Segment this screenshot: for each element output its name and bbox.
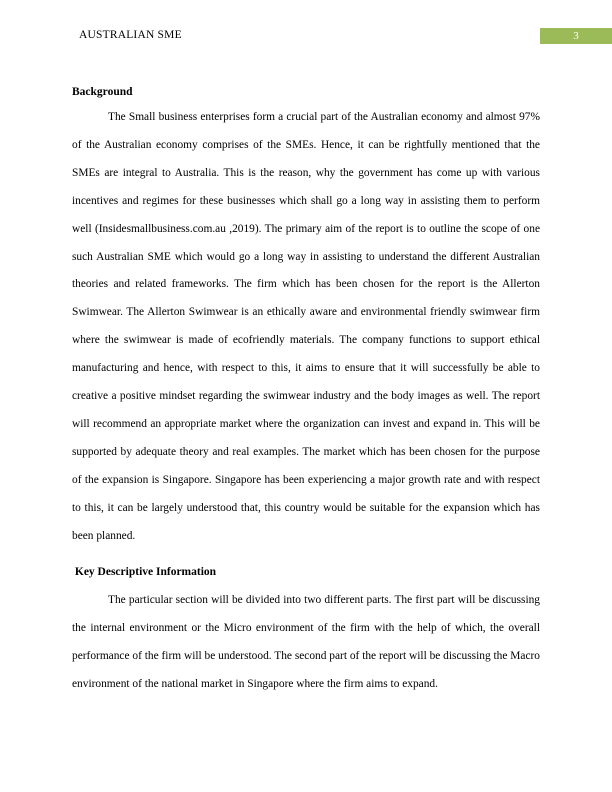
section-heading-background: Background [72,86,133,98]
page-number: 3 [540,28,612,44]
section-paragraph-key-descriptive-information: The particular section will be divided into two different parts. The first part will be discussing the internal environment or the Micro environment of the firm with the help of which, the overall performance of the firm will be understood. The second part of the report will be discussing the Macro environment of the national market in Singapore where the firm aims to expand. [72,594,540,690]
running-head: AUSTRALIAN SME [79,29,182,41]
section-heading-key-descriptive-information: Key Descriptive Information [72,566,217,578]
section-paragraph-background: The Small business enterprises form a crucial part of the Australian economy and almost 97% of the Australian economy comprises of the SMEs. Hence, it can be rightfully mentioned that the SMEs are integral to Australia. This is the reason, why the government has come up with various incentives and regimes for these businesses which shall go a long way in assisting them to perform well (Insidesmallbusiness.com.au ,2019). The primary aim of the report is to outline the scope of one such Australian SME which would go a long way in assisting to understand the different Australian theories and related frameworks. The firm which has been chosen for the report is the Allerton Swimwear. The Allerton Swimwear is an ethically aware and environmental friendly swimwear firm where the swimwear is made of ecofriendly materials. The company functions to support ethical manufacturing and hence, with respect to this, it aims to ensure that it will successfully be able to creative a positive mindset regarding the swimwear industry and the body images as well. The report will recommend an appropriate market where the organization can invest and expand in. This will be supported by adequate theory and real examples. The market which has been chosen for the purpose of the expansion is Singapore. Singapore has been experiencing a major growth rate and with respect to this, it can be largely understood that, this country would be suitable for the expansion which has been planned. [72,111,540,542]
